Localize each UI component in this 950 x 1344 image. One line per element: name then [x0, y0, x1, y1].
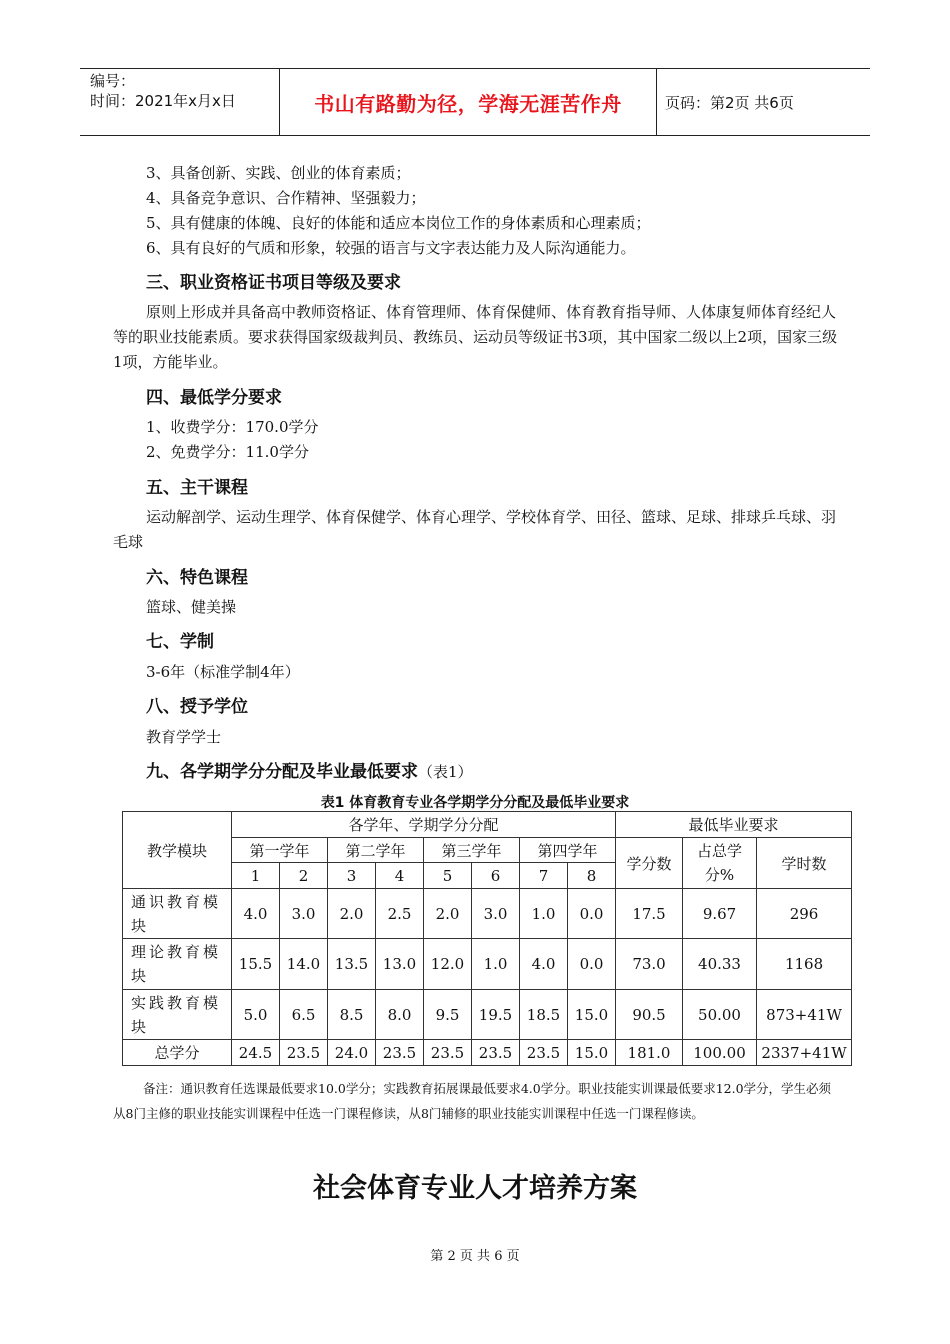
list-item: 2、免费学分：11.0学分 [146, 443, 309, 461]
term-header: 8 [568, 863, 616, 889]
term-header: 1 [232, 863, 280, 889]
term-cell: 23.5 [424, 1040, 472, 1066]
term-cell: 13.5 [328, 939, 376, 990]
term-cell: 13.0 [376, 939, 424, 990]
term-cell: 0.0 [568, 939, 616, 990]
remark-text: 备注：通识教育任选课最低要求10.0学分；实践教育拓展课最低要求4.0学分。职业技能实训课最低要求12.0学分，学生必须从8门主修的职业技能实训课程中任选一门课程修读，从8门辅修的职业技能实训课程中任选一门课程修读。 [113, 1081, 832, 1121]
table-remark [113, 1076, 841, 1126]
module-cell: 总学分 [123, 1040, 232, 1066]
term-cell: 2.0 [328, 889, 376, 939]
hours-cell: 296 [757, 889, 852, 939]
header-motto: 书山有路勤为径，学海无涯苦作舟 [280, 69, 657, 135]
body-text: 篮球、健美操 [146, 598, 237, 616]
percent-cell: 40.33 [683, 939, 757, 990]
year-header: 第一学年 [232, 838, 328, 863]
credits-cell: 181.0 [616, 1040, 683, 1066]
term-header: 4 [376, 863, 424, 889]
table-header-row [123, 838, 852, 863]
percent-cell: 100.00 [683, 1040, 757, 1066]
body-text: 教育学学士 [146, 728, 222, 746]
list-item: 1、收费学分：170.0学分 [146, 418, 319, 436]
section-heading: 七、学制 [146, 632, 214, 652]
term-cell: 15.0 [568, 1040, 616, 1066]
page-header [80, 68, 870, 136]
term-cell: 1.0 [520, 889, 568, 939]
percent-cell: 9.67 [683, 889, 757, 939]
module-cell: 理论教育模块 [123, 939, 232, 990]
term-cell: 19.5 [472, 990, 520, 1040]
table-header-row [123, 812, 852, 838]
min-group-header: 最低毕业要求 [616, 812, 852, 838]
percent-header: 占总学分% [683, 838, 757, 889]
term-cell: 9.5 [424, 990, 472, 1040]
paragraph-text: 运动解剖学、运动生理学、体育保健学、体育心理学、学校体育学、田径、篮球、足球、排球乒乓球、羽毛球 [113, 508, 837, 551]
credit-table [122, 811, 852, 1066]
credits-cell: 90.5 [616, 990, 683, 1040]
term-cell: 15.5 [232, 939, 280, 990]
section-paragraph [113, 300, 843, 375]
term-cell: 24.5 [232, 1040, 280, 1066]
credits-cell: 17.5 [616, 889, 683, 939]
term-cell: 3.0 [472, 889, 520, 939]
term-cell: 12.0 [424, 939, 472, 990]
year-header: 第四学年 [520, 838, 616, 863]
table-row [123, 990, 852, 1040]
module-cell: 通识教育模块 [123, 889, 232, 939]
term-cell: 23.5 [376, 1040, 424, 1066]
paragraph-text: 原则上形成并具备高中教师资格证、体育管理师、体育保健师、体育教育指导师、人体康复师体育经纪人等的职业技能素质。要求获得国家级裁判员、教练员、运动员等级证书3项，其中国家二级以上2项，国家三级1项，方能毕业。 [113, 303, 838, 371]
section-heading: 八、授予学位 [146, 697, 248, 717]
section-paragraph [113, 505, 843, 555]
credits-cell: 73.0 [616, 939, 683, 990]
term-cell: 2.0 [424, 889, 472, 939]
header-page-label: 页码：第2页 共6页 [665, 93, 794, 112]
term-cell: 24.0 [328, 1040, 376, 1066]
section-heading: 六、特色课程 [146, 568, 248, 588]
year-header: 第二学年 [328, 838, 424, 863]
module-header: 教学模块 [123, 812, 232, 889]
list-item: 4、具备竞争意识、合作精神、坚强毅力； [146, 189, 426, 207]
page-footer: 第 2 页 共 6 页 [430, 1249, 520, 1264]
section-heading [146, 757, 473, 782]
hours-cell: 873+41W [757, 990, 852, 1040]
alloc-group-header: 各学年、学期学分分配 [232, 812, 616, 838]
term-cell: 3.0 [280, 889, 328, 939]
list-item: 6、具有良好的气质和形象，较强的语言与文字表达能力及人际沟通能力。 [146, 239, 636, 257]
term-header: 2 [280, 863, 328, 889]
section-title: 九、各学期学分分配及毕业最低要求 [146, 762, 418, 782]
table-caption: 表1 体育教育专业各学期学分分配及最低毕业要求 [320, 795, 630, 811]
list-item: 3、具备创新、实践、创业的体育素质； [146, 164, 411, 182]
body-text: 3-6年（标准学制4年） [146, 663, 300, 681]
term-cell: 6.5 [280, 990, 328, 1040]
hours-cell: 2337+41W [757, 1040, 852, 1066]
term-header: 6 [472, 863, 520, 889]
term-cell: 0.0 [568, 889, 616, 939]
term-cell: 23.5 [280, 1040, 328, 1066]
time-label: 时间：2021年x月x日 [90, 92, 236, 110]
next-section-title: 社会体育专业人才培养方案 [313, 1173, 637, 1204]
module-cell: 实践教育模块 [123, 990, 232, 1040]
term-cell: 23.5 [520, 1040, 568, 1066]
term-cell: 18.5 [520, 990, 568, 1040]
term-cell: 2.5 [376, 889, 424, 939]
term-header: 5 [424, 863, 472, 889]
table-row [123, 939, 852, 990]
hours-cell: 1168 [757, 939, 852, 990]
term-cell: 8.0 [376, 990, 424, 1040]
section-heading: 三、职业资格证书项目等级及要求 [146, 273, 401, 293]
term-cell: 1.0 [472, 939, 520, 990]
list-item: 5、具有健康的体魄、良好的体能和适应本岗位工作的身体素质和心理素质； [146, 214, 651, 232]
section-heading: 五、主干课程 [146, 478, 248, 498]
term-cell: 15.0 [568, 990, 616, 1040]
section-heading: 四、最低学分要求 [146, 388, 282, 408]
term-cell: 23.5 [472, 1040, 520, 1066]
table-total-row [123, 1040, 852, 1066]
hours-header: 学时数 [757, 838, 852, 889]
term-cell: 4.0 [520, 939, 568, 990]
term-header: 3 [328, 863, 376, 889]
credits-header: 学分数 [616, 838, 683, 889]
term-cell: 8.5 [328, 990, 376, 1040]
table-row [123, 889, 852, 939]
term-cell: 5.0 [232, 990, 280, 1040]
term-cell: 4.0 [232, 889, 280, 939]
term-header: 7 [520, 863, 568, 889]
header-left-cell [80, 69, 280, 135]
number-label: 编号： [90, 72, 136, 90]
percent-cell: 50.00 [683, 990, 757, 1040]
term-cell: 14.0 [280, 939, 328, 990]
year-header: 第三学年 [424, 838, 520, 863]
table-reference: （表1） [418, 763, 473, 781]
